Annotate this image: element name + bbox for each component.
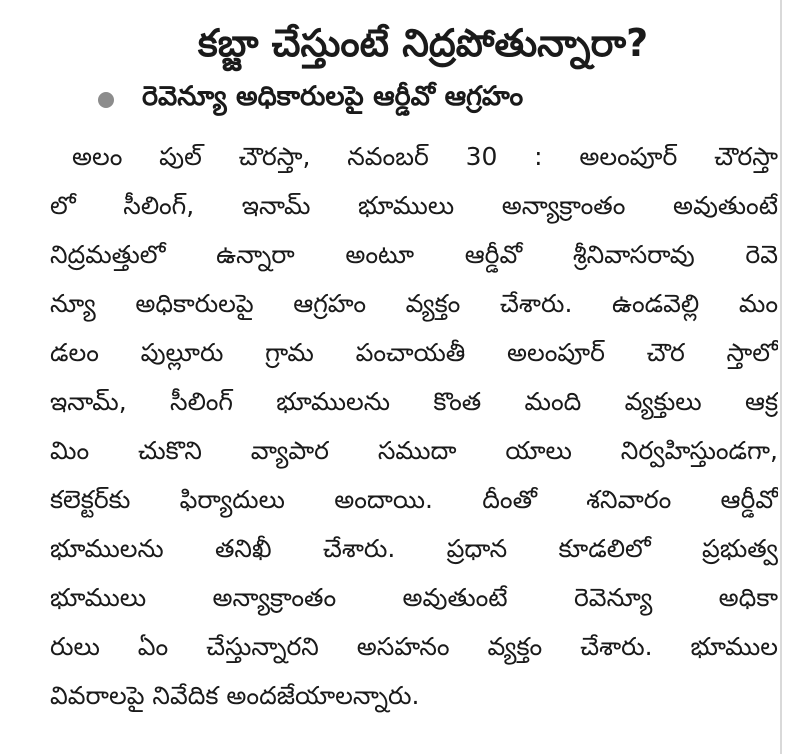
body-line: వివరాలపై నివేదిక అందజేయాలన్నారు. — [50, 681, 420, 710]
body-line: లో సీలింగ్, ఇనామ్ భూములు అన్యాక్రాంతం అవుతుంటే — [50, 191, 778, 220]
page-edge-divider — [780, 0, 782, 754]
body-line: నిద్రమత్తులో ఉన్నారా అంటూ ఆర్డీవో శ్రీనివాసరావు రెవె — [50, 240, 778, 269]
body-line: మిం చుకొని వ్యాపార సముదా యాలు నిర్వహిస్తుండగా, — [50, 436, 778, 465]
body-line: న్యూ అధికారులపై ఆగ్రహం వ్యక్తం చేశారు. ఉండవెల్లి మం — [50, 289, 778, 318]
body-line: భూములు అన్యాక్రాంతం అవుతుంటే రెవెన్యూ అధికా — [50, 583, 778, 612]
subheadline-row — [98, 82, 778, 118]
news-clipping — [50, 14, 778, 742]
body-line: డలం పుల్లూరు గ్రామ పంచాయతీ అలంపూర్ చౌర స్తాలో — [50, 338, 778, 367]
bullet-icon — [98, 92, 114, 108]
body-line: రులు ఏం చేస్తున్నారని అసహనం వ్యక్తం చేశారు. భూముల — [50, 632, 778, 661]
body-line: అలం పుల్ చౌరస్తా, నవంబర్ 30 : అలంపూర్ చౌరస్తా — [72, 142, 778, 171]
subheadline: రెవెన్యూ అధికారులపై ఆర్డీవో ఆగ్రహం — [142, 81, 524, 112]
body-line: ఇనామ్, సీలింగ్ భూములను కొంత మంది వ్యక్తులు ఆక్ర — [50, 387, 778, 416]
body-line: కలెక్టర్‌కు ఫిర్యాదులు అందాయి. దీంతో శనివారం ఆర్డీవో — [50, 485, 778, 514]
body-line: భూములను తనిఖీ చేశారు. ప్రధాన కూడలిలో ప్రభుత్వ — [50, 534, 778, 563]
headline: కబ్జా చేస్తుంటే నిద్రపోతున్నారా? — [197, 21, 649, 65]
article-body — [50, 132, 778, 720]
